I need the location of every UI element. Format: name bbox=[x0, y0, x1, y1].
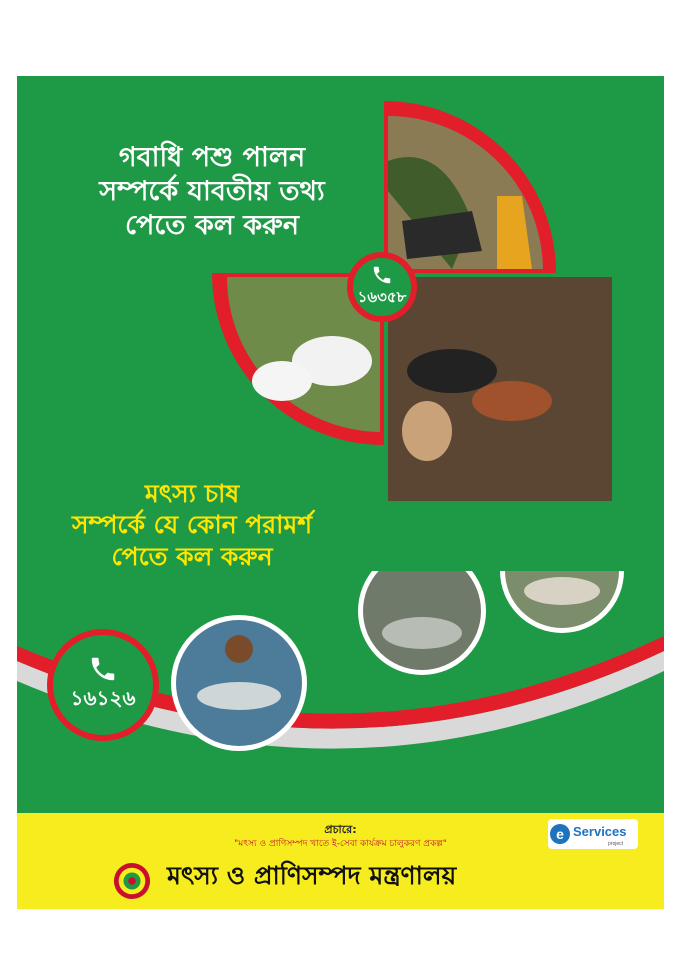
government-emblem bbox=[113, 862, 151, 900]
fish-photo-1-fish bbox=[197, 682, 281, 710]
fish-heading-line: মৎস্য চাষ bbox=[144, 479, 240, 508]
fish-hotline-badge[interactable] bbox=[47, 629, 159, 741]
phone-icon bbox=[371, 264, 393, 286]
eservices-logo-text: Services bbox=[573, 824, 627, 839]
phone-icon bbox=[88, 654, 118, 684]
goat-photo-goat-3 bbox=[402, 401, 452, 461]
campaign-label: প্রচারে: bbox=[324, 823, 357, 836]
fish-heading bbox=[27, 478, 357, 572]
fish-heading-line: সম্পর্কে যে কোন পরামর্শ bbox=[71, 510, 313, 540]
goat-photo-goats-2 bbox=[472, 381, 552, 421]
livestock-heading-line: সম্পর্কে যাবতীয় তথ্য bbox=[99, 175, 325, 207]
goat-photo-goats bbox=[407, 349, 497, 393]
fish-photo-2-net bbox=[382, 617, 462, 649]
fish-heading-line: পেতে কল করুন bbox=[111, 541, 273, 571]
fish-photo-1-person bbox=[225, 635, 253, 663]
poster bbox=[17, 76, 664, 909]
project-name: "মৎস্য ও প্রাণিসম্পদ খাতে ই-সেবা কার্যক্রম চালুকরণ প্রকল্প" bbox=[234, 839, 447, 849]
ministry-name: মৎস্য ও প্রাণিসম্পদ মন্ত্রণালয় bbox=[167, 861, 457, 890]
fish-hotline-number: ১৬১২৬ bbox=[70, 685, 136, 710]
fish-photo-3-net bbox=[524, 577, 600, 605]
eservices-logo-sub: project bbox=[608, 841, 624, 847]
livestock-hotline-number: ১৬৩৫৮ bbox=[357, 287, 407, 306]
livestock-heading-line: গবাধি পশু পালন bbox=[118, 142, 306, 173]
livestock-heading-line: পেতে কল করুন bbox=[125, 209, 299, 241]
duck-photo-ducks-2 bbox=[252, 361, 312, 401]
svg-text:e: e bbox=[556, 826, 564, 842]
eservices-logo bbox=[548, 819, 638, 849]
livestock-heading bbox=[72, 141, 352, 242]
livestock-hotline-badge[interactable] bbox=[347, 252, 417, 322]
footer bbox=[17, 813, 664, 909]
